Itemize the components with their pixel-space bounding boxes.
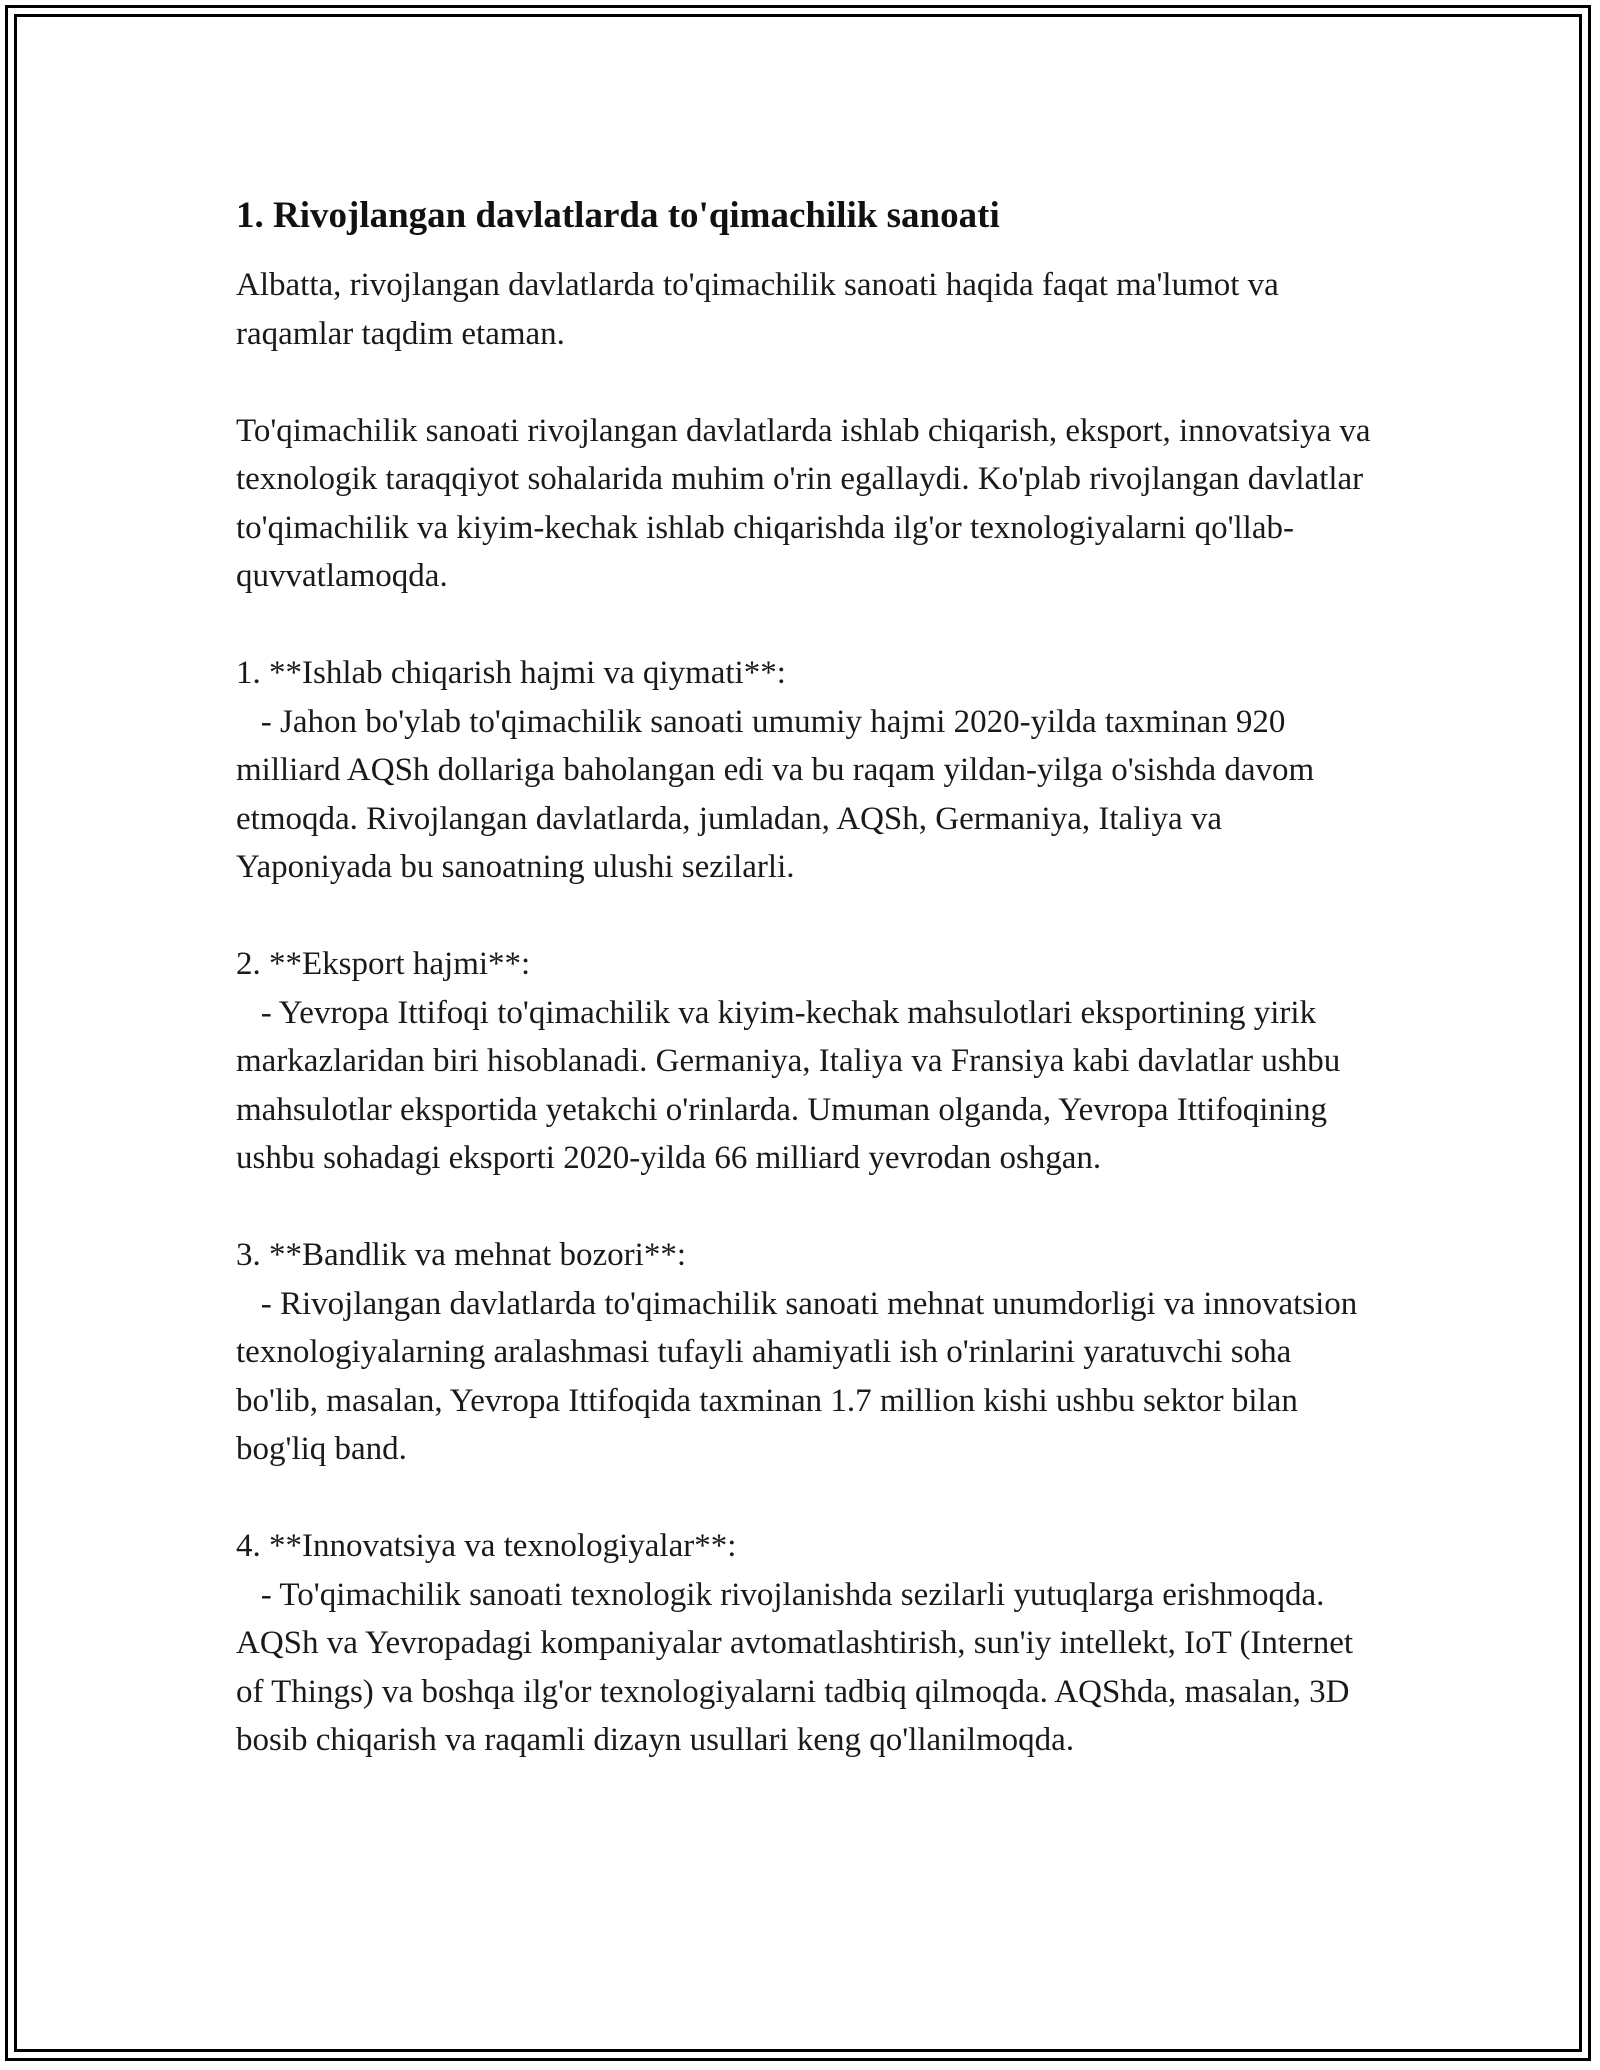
list-item-heading: 2. **Eksport hajmi**: <box>236 946 531 982</box>
paragraph-spacer <box>236 1474 1376 1523</box>
list-item-body: - Jahon bo'ylab to'qimachilik sanoati umumiy hajmi 2020-yilda taxminan 920 milliard AQSh dollariga baholangan edi va bu raqam yildan-yilga o'sishda davom etmoqda. Rivojlangan davlatlarda, jumladan, AQSh, Germaniya, Italiya va Yaponiyada bu sanoatning ulushi sezilarli. <box>236 703 1323 885</box>
overview-paragraph: To'qimachilik sanoati rivojlangan davlatlarda ishlab chiqarish, eksport, innovatsiya va texnologik taraqqiyot sohalarida muhim o'rin egallaydi. Ko'plab rivojlangan davlatlar to'qimachilik va kiyim-kechak ishlab chiqarishda ilg'or texnologiyalarni qo'llab-quvvatlamoqda. <box>236 412 1371 594</box>
list-item-body: - To'qimachilik sanoati texnologik rivojlanishda sezilarli yutuqlarga erishmoqda. AQSh va Yevropadagi kompaniyalar avtomatlashtirish, sun'iy intellekt, IoT (Internet of Things) va boshqa ilg'or texnologiyalarni tadbiq qilmoqda. AQShda, masalan, 3D bosib chiqarish va raqamli dizayn usullari keng qo'llanilmoqda. <box>236 1576 1362 1758</box>
paragraph-spacer <box>236 892 1376 941</box>
list-item <box>236 1522 1376 1765</box>
list-item-body: - Rivojlangan davlatlarda to'qimachilik sanoati mehnat unumdorligi va innovatsion texnologiyalarning aralashmasi tufayli ahamiyatli ish o'rinlarini yaratuvchi soha bo'lib, masalan, Yevropa Ittifoqida taxminan 1.7 million kishi ushbu sektor bilan bog'liq band. <box>236 1285 1366 1467</box>
document-title: 1. Rivojlangan davlatlarda to'qimachilik sanoati <box>236 195 1000 236</box>
list-item <box>236 1231 1376 1474</box>
list-item <box>236 649 1376 892</box>
list-item-heading: 1. **Ishlab chiqarish hajmi va qiymati**: <box>236 655 786 691</box>
intro-paragraph: Albatta, rivojlangan davlatlarda to'qimachilik sanoati haqida faqat ma'lumot va raqamlar taqdim etaman. <box>236 267 1279 352</box>
list-item-body: - Yevropa Ittifoqi to'qimachilik va kiyim-kechak mahsulotlari eksportining yirik markazlaridan biri hisoblanadi. Germaniya, Italiya va Fransiya kabi davlatlar ushbu mahsulotlar eksportida yetakchi o'rinlarda. Umuman olganda, Yevropa Ittifoqining ushbu sohadagi eksporti 2020-yilda 66 milliard yevrodan oshgan. <box>236 994 1349 1176</box>
paragraph-spacer <box>236 1183 1376 1232</box>
paragraph-spacer <box>236 358 1376 407</box>
list-item-heading: 4. **Innovatsiya va texnologiyalar**: <box>236 1528 737 1564</box>
list-item-heading: 3. **Bandlik va mehnat bozori**: <box>236 1237 686 1273</box>
list-item <box>236 940 1376 1183</box>
document-body <box>236 183 1376 1765</box>
paragraph-spacer <box>236 601 1376 650</box>
